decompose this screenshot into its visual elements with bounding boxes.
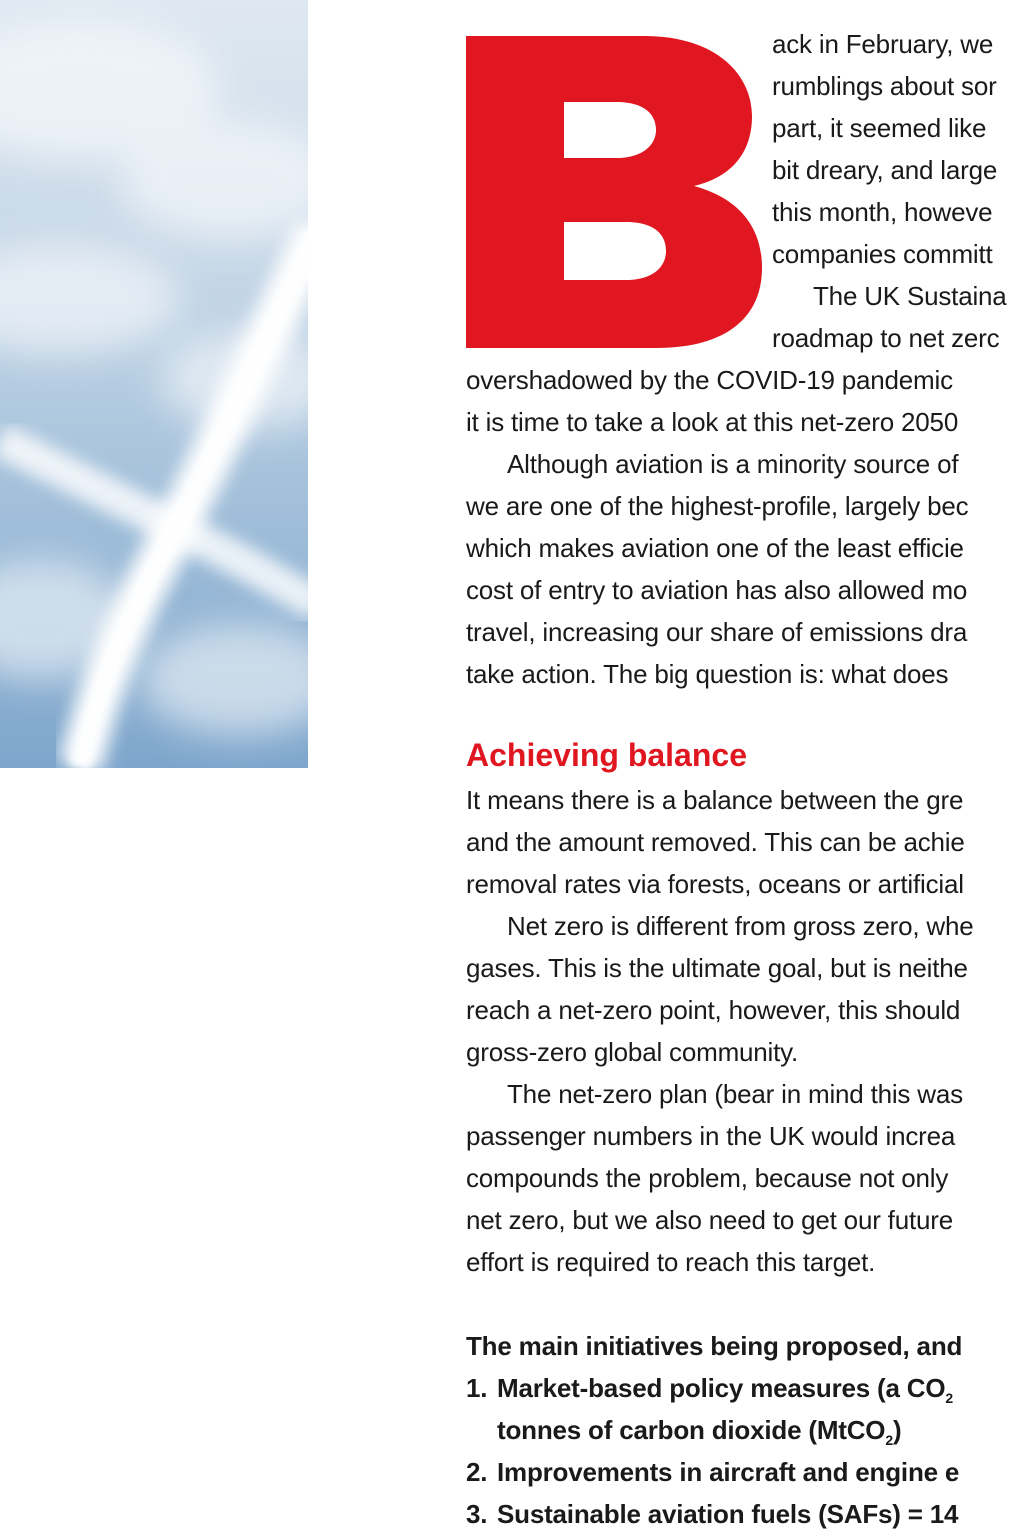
body-line: ack in February, we	[772, 29, 994, 59]
body-line: cost of entry to aviation has also allowed mo	[466, 575, 968, 605]
body-line: roadmap to net zerc	[772, 323, 1000, 353]
initiative-item	[466, 1451, 959, 1493]
body-line: gases. This is the ultimate goal, but is neithe	[466, 953, 968, 983]
subscript: 2	[885, 1432, 893, 1448]
body-line: Net zero is different from gross zero, whe	[507, 911, 974, 941]
body-line: take action. The big question is: what does	[466, 659, 949, 689]
body-line: The net-zero plan (bear in mind this was	[507, 1079, 963, 1109]
body-line: Although aviation is a minority source of	[507, 449, 959, 479]
body-line: companies committ	[772, 239, 993, 269]
body-line: It means there is a balance between the gre	[466, 785, 964, 815]
body-line: and the amount removed. This can be achie	[466, 827, 965, 857]
body-line: this month, howeve	[772, 197, 993, 227]
initiative-number: 3.	[466, 1499, 488, 1529]
body-line: travel, increasing our share of emissions dra	[466, 617, 968, 647]
body-line: removal rates via forests, oceans or artificial	[466, 869, 964, 899]
initiative-item-continued	[497, 1409, 901, 1451]
body-line: reach a net-zero point, however, this should	[466, 995, 961, 1025]
body-line: rumblings about sor	[772, 71, 997, 101]
sky-contrail-photo	[0, 0, 308, 768]
section-heading: Achieving balance	[466, 737, 747, 773]
body-line: bit dreary, and large	[772, 155, 998, 185]
body-line: net zero, but we also need to get our future	[466, 1205, 953, 1235]
body-line: effort is required to reach this target.	[466, 1247, 876, 1277]
initiative-item	[466, 1367, 953, 1409]
body-line: part, it seemed like	[772, 113, 987, 143]
body-line: which makes aviation one of the least efficie	[466, 533, 964, 563]
initiative-text: Market-based policy measures (a CO	[497, 1373, 946, 1403]
initiative-number: 1.	[466, 1373, 488, 1403]
initiative-number: 2.	[466, 1457, 488, 1487]
body-line: passenger numbers in the UK would increa	[466, 1121, 956, 1151]
initiative-text: Improvements in aircraft and engine e	[497, 1457, 960, 1487]
body-line: overshadowed by the COVID-19 pandemic	[466, 365, 953, 395]
initiative-item	[466, 1493, 958, 1535]
body-line: it is time to take a look at this net-zero 2050	[466, 407, 959, 437]
body-line: we are one of the highest-profile, largely bec	[466, 491, 969, 521]
dropcap-letter	[466, 36, 762, 348]
body-line: gross-zero global community.	[466, 1037, 799, 1067]
initiative-text-close: )	[892, 1415, 902, 1445]
body-line: The UK Sustaina	[813, 281, 1007, 311]
body-line: compounds the problem, because not only	[466, 1163, 949, 1193]
initiatives-intro: The main initiatives being proposed, and	[466, 1331, 963, 1361]
initiative-text: tonnes of carbon dioxide (MtCO	[497, 1415, 886, 1445]
subscript: 2	[945, 1390, 953, 1406]
initiative-text: Sustainable aviation fuels (SAFs) = 14	[497, 1499, 959, 1529]
